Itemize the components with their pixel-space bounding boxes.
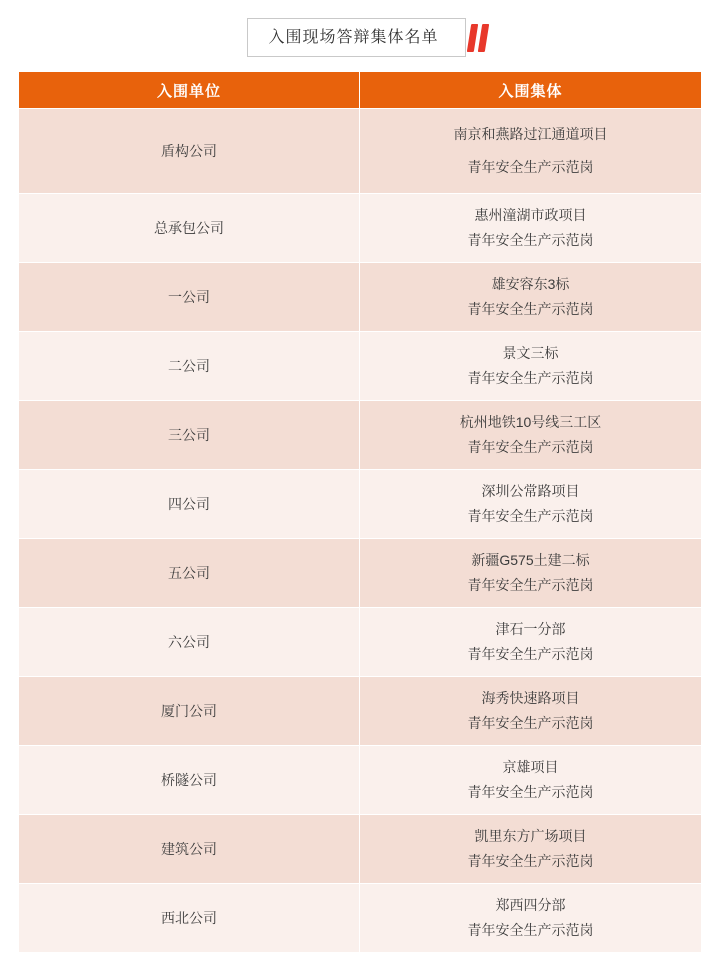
table-row: [19, 815, 702, 884]
table-header: [19, 72, 702, 109]
cell-team-line1: 海秀快速路项目: [481, 690, 580, 707]
cell-team-line2: 青年安全生产示范岗: [467, 853, 594, 870]
cell-unit: 六公司: [19, 608, 360, 677]
quote-marks-icon: [469, 24, 487, 52]
cell-team-line2: 青年安全生产示范岗: [467, 370, 594, 387]
cell-unit: 建筑公司: [19, 815, 360, 884]
cell-team: [360, 109, 702, 194]
cell-team-line1: 京雄项目: [502, 759, 559, 776]
column-header-unit: 入围单位: [19, 72, 360, 109]
cell-team-line2: 青年安全生产示范岗: [467, 232, 594, 249]
cell-team-line1: 惠州潼湖市政项目: [474, 207, 587, 224]
table-row: [19, 539, 702, 608]
title-banner: [0, 0, 713, 71]
table-row: [19, 608, 702, 677]
cell-team: [360, 539, 702, 608]
cell-team-line2: 青年安全生产示范岗: [467, 646, 594, 663]
cell-team-line1: 津石一分部: [495, 621, 566, 638]
cell-team-line2: 青年安全生产示范岗: [467, 784, 594, 801]
title-box: [247, 18, 465, 57]
cell-team-line1: 雄安容东3标: [491, 276, 570, 293]
cell-team-line2: 青年安全生产示范岗: [467, 577, 594, 594]
cell-team-line1: 景文三标: [502, 345, 559, 362]
cell-team: [360, 677, 702, 746]
cell-unit: 盾构公司: [19, 109, 360, 194]
cell-team-line1: 新疆G575土建二标: [471, 552, 590, 569]
cell-team: [360, 608, 702, 677]
roster-table: [18, 71, 702, 953]
cell-unit: 桥隧公司: [19, 746, 360, 815]
cell-team-line1: 深圳公常路项目: [481, 483, 580, 500]
cell-unit: 四公司: [19, 470, 360, 539]
cell-team: [360, 263, 702, 332]
cell-unit: 总承包公司: [19, 194, 360, 263]
roster-table-wrapper: [0, 71, 713, 953]
cell-unit: 三公司: [19, 401, 360, 470]
table-row: [19, 746, 702, 815]
cell-team-line1: 杭州地铁10号线三工区: [459, 414, 602, 431]
cell-team: [360, 332, 702, 401]
table-row: [19, 884, 702, 953]
table-row: [19, 194, 702, 263]
cell-team: [360, 470, 702, 539]
cell-team-line2: 青年安全生产示范岗: [467, 159, 594, 176]
cell-team-line2: 青年安全生产示范岗: [467, 922, 594, 939]
cell-unit: 二公司: [19, 332, 360, 401]
cell-team-line1: 郑西四分部: [495, 897, 566, 914]
cell-team: [360, 194, 702, 263]
page-title: 入围现场答辩集体名单: [268, 29, 439, 46]
table-row: [19, 109, 702, 194]
table-row: [19, 677, 702, 746]
column-header-team: 入围集体: [360, 72, 702, 109]
cell-team-line2: 青年安全生产示范岗: [467, 301, 594, 318]
table-header-row: [19, 72, 702, 109]
table-row: [19, 263, 702, 332]
cell-team-line2: 青年安全生产示范岗: [467, 439, 594, 456]
table-row: [19, 401, 702, 470]
cell-team: [360, 815, 702, 884]
cell-team-line1: 南京和燕路过江通道项目: [453, 126, 608, 143]
cell-team: [360, 746, 702, 815]
cell-unit: 五公司: [19, 539, 360, 608]
table-row: [19, 470, 702, 539]
cell-team: [360, 401, 702, 470]
cell-unit: 厦门公司: [19, 677, 360, 746]
cell-unit: 西北公司: [19, 884, 360, 953]
table-row: [19, 332, 702, 401]
cell-team-line2: 青年安全生产示范岗: [467, 715, 594, 732]
cell-team-line1: 凯里东方广场项目: [474, 828, 587, 845]
table-body: [19, 109, 702, 953]
cell-team: [360, 884, 702, 953]
cell-team-line2: 青年安全生产示范岗: [467, 508, 594, 525]
cell-unit: 一公司: [19, 263, 360, 332]
